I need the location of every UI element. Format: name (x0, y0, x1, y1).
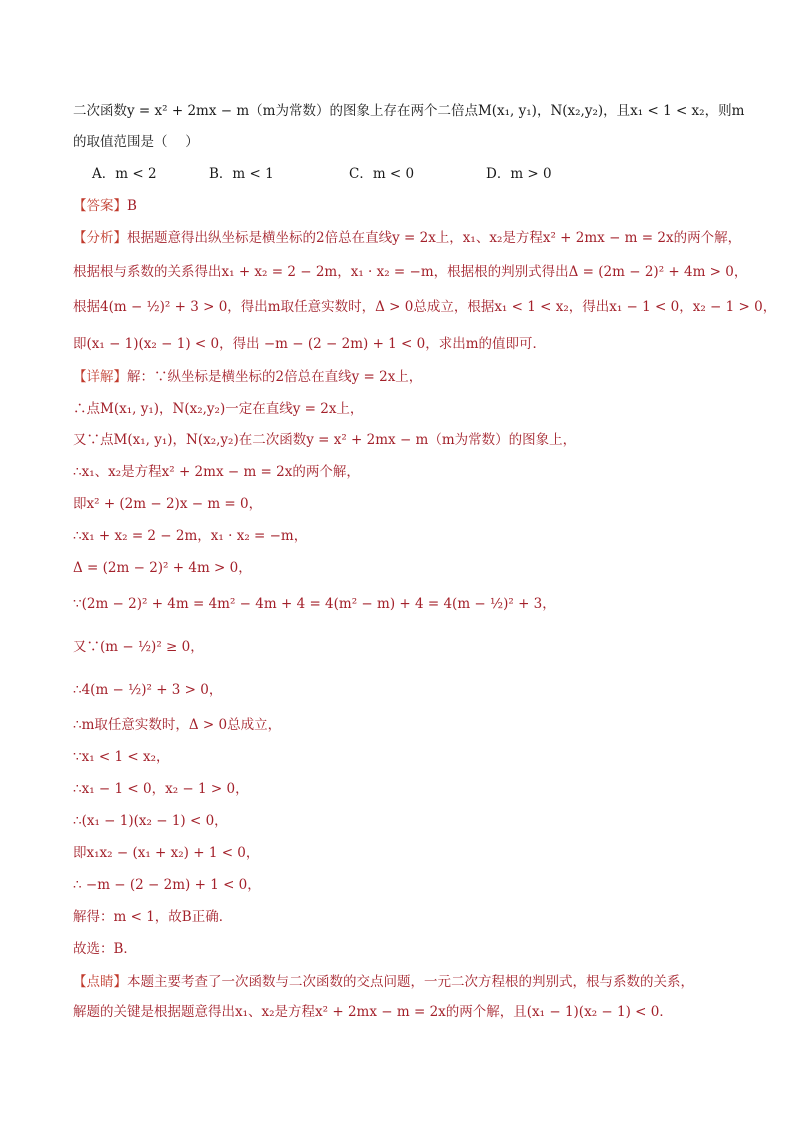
detail-line: ∴(x₁ − 1)(x₂ − 1) < 0， (73, 813, 228, 829)
detail-text-first: 解：∵纵坐标是横坐标的2倍总在直线y = 2x上， (127, 369, 423, 385)
detail-line: 即x² + (2m − 2)x − m = 0， (73, 496, 263, 512)
analysis-line-4: 即(x₁ − 1)(x₂ − 1) < 0，得出 −m − (2 − 2m) + 1 < 0，求出m的值即可． (73, 336, 547, 352)
option-c: C．m < 0 (349, 166, 415, 182)
comment-text-1: 本题主要考查了一次函数与二次函数的交点问题，一元二次方程根的判别式，根与系数的关系， (127, 974, 694, 990)
answer-text: B (127, 198, 137, 214)
analysis-line-2: 根据根与系数的关系得出x₁ + x₂ = 2 − 2m，x₁ · x₂ = −m，根据根的判别式得出Δ = (2m − 2)² + 4m > 0， (73, 264, 748, 280)
analysis-line-3: 根据4(m − ½)² + 3 > 0，得出m取任意实数时，Δ > 0总成立，根据x₁ < 1 < x₂，得出x₁ − 1 < 0，x₂ − 1 > 0， (73, 299, 777, 315)
question-line-2: 的取值范围是（ ） (73, 134, 199, 150)
detail-line: ∴x₁、x₂是方程x² + 2mx − m = 2x的两个解， (73, 464, 360, 480)
detail-line: ∴ −m − (2 − 2m) + 1 < 0， (73, 877, 261, 893)
detail-line: ∴x₁ − 1 < 0，x₂ − 1 > 0， (73, 781, 249, 797)
answer-block (73, 196, 137, 216)
detail-line: 解得：m < 1，故B正确． (73, 909, 233, 925)
option-d: D．m > 0 (486, 166, 552, 182)
detail-line: Δ = (2m − 2)² + 4m > 0， (73, 560, 252, 576)
detail-line: 又∵(m − ½)² ≥ 0， (73, 639, 204, 655)
detail-line: ∴点M(x₁, y₁)，N(x₂,y₂)一定在直线y = 2x上， (73, 401, 364, 417)
analysis-text-1: 根据题意得出纵坐标是横坐标的2倍总在直线y = 2x上，x₁、x₂是方程x² + 2mx − m = 2x的两个解， (127, 230, 742, 246)
detail-line: 又∵点M(x₁, y₁)，N(x₂,y₂)在二次函数y = x² + 2mx − m（m为常数）的图象上， (73, 432, 577, 448)
detail-line: ∴4(m − ½)² + 3 > 0， (73, 682, 223, 698)
comment-line-1 (73, 972, 694, 992)
detail-line: ∵x₁ < 1 < x₂， (73, 749, 170, 765)
detail-line-first (73, 367, 422, 387)
analysis-line-1 (73, 228, 741, 248)
answer-tag: 【答案】 (73, 198, 127, 214)
analysis-tag: 【分析】 (73, 230, 127, 246)
detail-line: ∵(2m − 2)² + 4m = 4m² − 4m + 4 = 4(m² − m) + 4 = 4(m − ½)² + 3， (73, 596, 556, 612)
comment-line-2: 解题的关键是根据题意得出x₁、x₂是方程x² + 2mx − m = 2x的两个解，且(x₁ − 1)(x₂ − 1) < 0． (73, 1004, 673, 1020)
comment-tag: 【点睛】 (73, 974, 127, 990)
detail-line: 即x₁x₂ − (x₁ + x₂) + 1 < 0， (73, 845, 260, 861)
question-line-1: 二次函数y = x² + 2mx − m（m为常数）的图象上存在两个二倍点M(x₁, y₁)，N(x₂,y₂)，且x₁ < 1 < x₂，则m (73, 103, 745, 119)
detail-tag: 【详解】 (73, 369, 127, 385)
detail-line: ∴x₁ + x₂ = 2 − 2m，x₁ · x₂ = −m， (73, 528, 308, 544)
detail-line: ∴m取任意实数时，Δ > 0总成立， (73, 717, 282, 733)
option-b: B．m < 1 (209, 166, 274, 182)
option-a: A．m < 2 (92, 166, 157, 182)
detail-line: 故选：B． (73, 941, 137, 957)
